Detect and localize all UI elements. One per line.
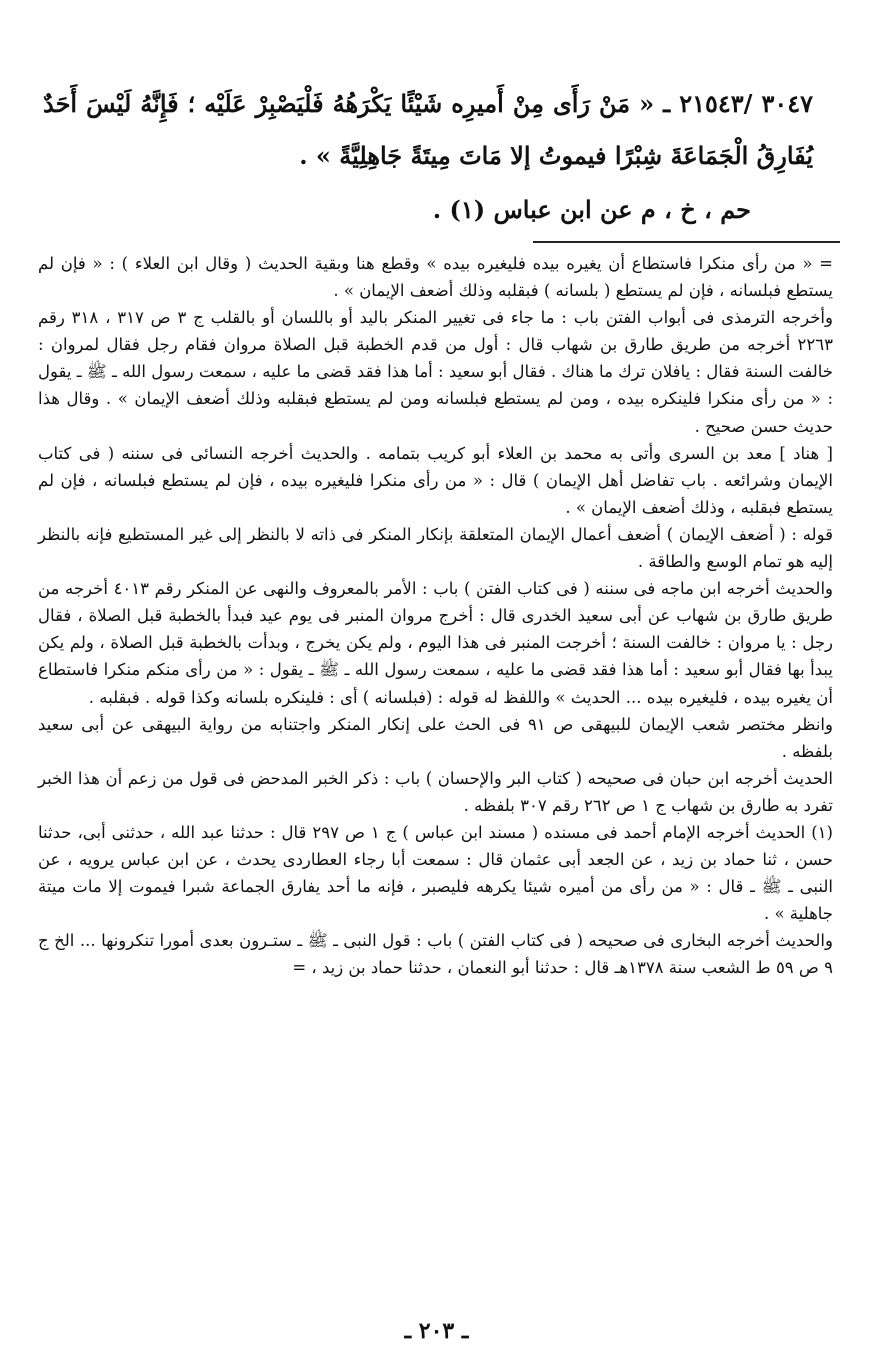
footnote-paragraph: = « من رأى منكرا فاستطاع أن يغيره بيده فليغيره بيده » وقطع هنا وبقية الحديث ( وقال ابن العلاء ) : « فإن لم يستطع فبلسانه ، فإن لم يستطع ( بلسانه ) فبقلبه وذلك أضعف الإيمان » . xyxy=(38,254,833,301)
footnote-paragraph: الحديث أخرجه ابن حبان فى صحيحه ( كتاب البر والإحسان ) باب : ذكر الخبر المدحض فى قول من زعم أن هذا الخبر تفرد به طارق بن شهاب ج ١ ص ٢٦٢ رقم ٣٠٧ بلفظه . xyxy=(38,768,833,815)
footnote-paragraph: وانظر مختصر شعب الإيمان للبيهقى ص ٩١ فى الحث على إنكار المنكر واجتنابه من رواية البيهقى عن أبى سعيد بلفظه . xyxy=(38,714,833,761)
footnote-paragraph: قوله : ( أضعف الإيمان ) أضعف أعمال الإيمان المتعلقة بإنكار المنكر فى ذاته لا بالنظر إلى غير المستطيع فإنه بالنظر إليه هو تمام الوسع والطاقة . xyxy=(38,524,833,572)
hadith-source: حم ، خ ، م عن ابن عباس (١) . xyxy=(432,195,751,224)
hadith-block xyxy=(43,78,813,236)
footnote-paragraph: والحديث أخرجه ابن ماجه فى سننه ( فى كتاب الفتن ) باب : الأمر بالمعروف والنهى عن المنكر رقم ٤٠١٣ أخرجه من طريق طارق بن شهاب عن أبى سعيد الخدرى قال : أخرج مروان المنبر فى يوم عيد فبدأ بالخطبة قبل الصلاة ، فقال رجل : يا مروان : خالفت السنة ؛ أخرجت المنبر فى هذا اليوم ، ولم يكن يخرج ، وبدأت بالخطبة قبل الصلاة ، ولم يكن يبدأ بها فقال أبو سعيد : أما هذا فقد قضى ما عليه ، سمعت رسول الله ـ ﷺ ـ يقول : « من رأى منكم منكرا فاستطاع أن يغيره بيده ، فليغيره بيده ... الحديث » واللفظ له قوله : (فبلسانه ) أى : فلينكره بلسانه وكذا قوله . فبقلبه . xyxy=(38,579,834,707)
hadith-text: ٣٠٤٧ /٢١٥٤٣ ـ « مَنْ رَأَى مِنْ أَميرِه شَيْئًا يَكْرَهُهُ فَلْيَصْبِرْ عَلَيْه ؛ فَإِنَّهُ لَيْسَ أَحَدٌ يُفَارِقُ الْجَمَاعَةَ شِبْرًا فيموتُ إلا مَاتَ مِيتَةً جَاهِلِيَّةً » . xyxy=(43,89,813,170)
footnote-paragraph: [ هناد ] معد بن السرى وأتى به محمد بن العلاء أبو كريب بتمامه . والحديث أخرجه النسائى فى سننه ( فى كتاب الإيمان وشرائعه . باب تفاضل أهل الإيمان ) قال : « من رأى منكرا فليغيره بيده ، فإن لم يستطع فبلسانه ، فإن لم يستطع فبقلبه ، وذلك أضعف الإيمان » . xyxy=(38,443,833,517)
footnotes xyxy=(38,250,833,982)
footnote-paragraph: (١) الحديث أخرجه الإمام أحمد فى مسنده ( مسند ابن عباس ) ج ١ ص ٢٩٧ قال : حدثنا عبد الله ، حدثنى أبى، حدثنا حسن ، ثنا حماد بن زيد ، عن الجعد أبى عثمان قال : سمعت أبا رجاء العطاردى يحدث ، عن ابن عباس يرويه ، عن النبى ـ ﷺ ـ قال : « من رأى من أميره شيئا يكرهه فليصبر ، فإنه ما أحد يفارق الجماعة شبرا فيموت إلا مات ميتة جاهلية » . xyxy=(38,822,833,924)
page-number: ـ ٢٠٣ ـ xyxy=(404,1318,469,1344)
footnote-separator xyxy=(533,241,840,243)
footnote-paragraph: والحديث أخرجه البخارى فى صحيحه ( فى كتاب الفتن ) باب : قول النبى ـ ﷺ ـ ستـرون بعدى أمورا تنكرونها ... الخ ج ٩ ص ٥٩ ط الشعب سنة ١٣٧٨هـ قال : حدثنا أبو النعمان ، حدثنا حماد بن زيد ، = xyxy=(38,931,833,978)
footnote-paragraph: وأخرجه الترمذى فى أبواب الفتن باب : ما جاء فى تغيير المنكر باليد أو باللسان أو بالقلب ج ٣ ص ٣١٧ ، ٣١٨ رقم ٢٢٦٣ أخرجه من طريق طارق بن شهاب قال : أول من قدم الخطبة قبل الصلاة مروان فقام رجل فقال لمروان : خالفت السنة فقال : يافلان ترك ما هناك . فقال أبو سعيد : أما هذا فقد قضى ما عليه ، سمعت رسول الله ـ ﷺ ـ يقول : « من رأى منكرا فلينكره بيده ، ومن لم يستطع فبلسانه ومن لم يستطع فبقلبه وذلك أضعف الإيمان » . وقال هذا حديث حسن صحيح . xyxy=(38,308,833,436)
